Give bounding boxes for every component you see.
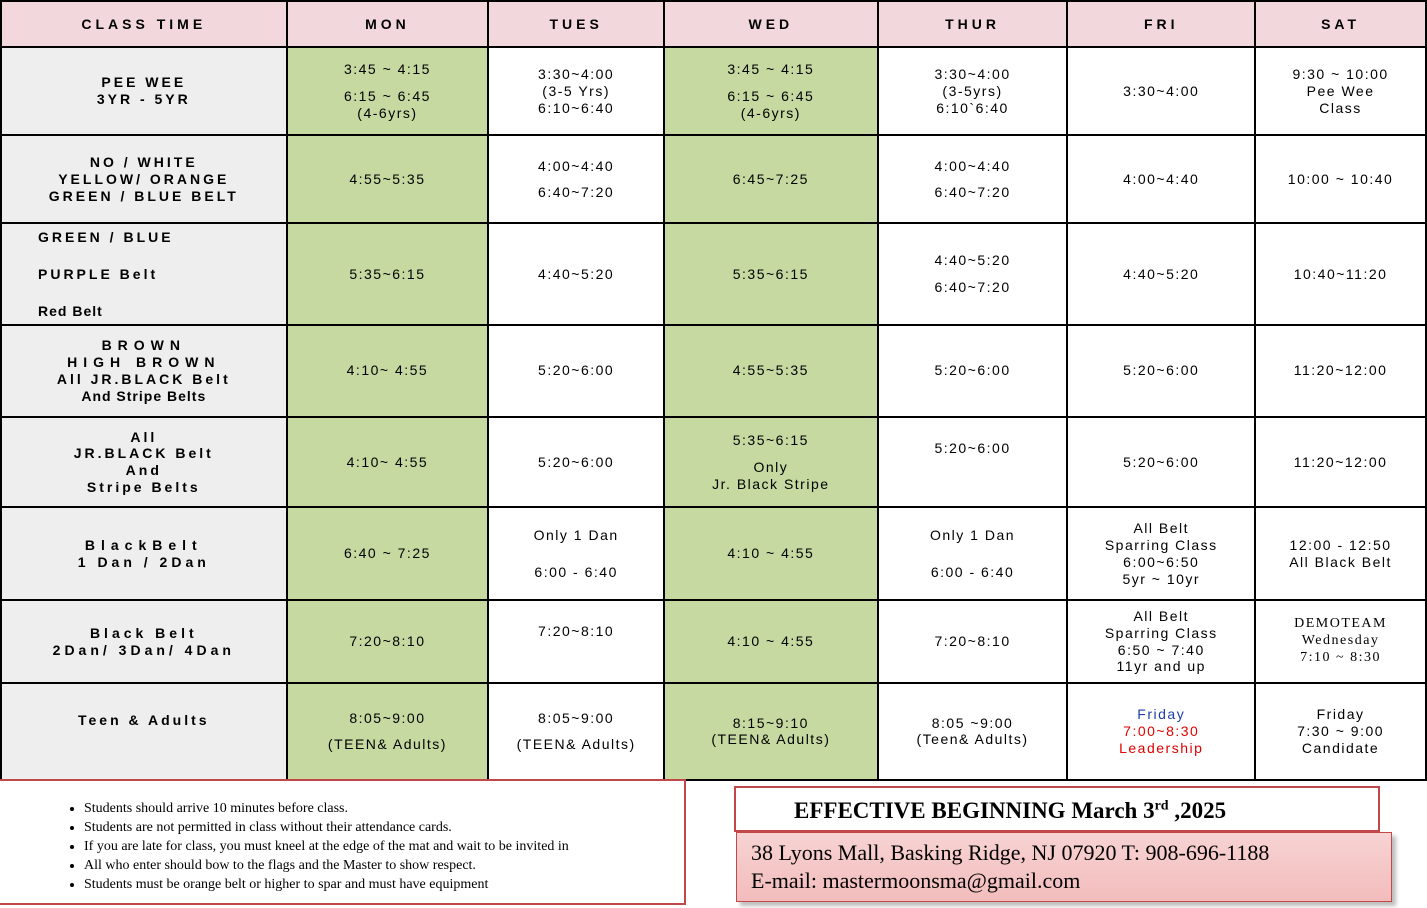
- header-class-time: CLASS TIME: [1, 1, 287, 47]
- rule-item: • Students must be orange belt or higher to spar and must have equipment: [84, 875, 684, 894]
- effective-year: ,2025: [1168, 798, 1227, 823]
- rules-list: [0, 799, 684, 894]
- cell-sat: DEMOTEAM Wednesday 7:10 ~ 8:30: [1255, 600, 1426, 682]
- row-label: PEE WEE 3YR - 5YR: [1, 47, 287, 135]
- row-label: BlackBelt 1 Dan / 2Dan: [1, 507, 287, 600]
- cell-wed: 4:10 ~ 4:55: [664, 600, 878, 682]
- cell-mon: 8:05~9:00 (TEEN& Adults): [287, 683, 489, 780]
- cell-fri: All Belt Sparring Class 6:50 ~ 7:40 11yr and up: [1067, 600, 1255, 682]
- cell-thur: 5:20~6:00: [878, 417, 1068, 507]
- cell-thur: 3:30~4:00 (3-5yrs) 6:10`6:40: [878, 47, 1068, 135]
- row-label: Teen & Adults: [1, 683, 287, 780]
- row-black-belt-2-4: [1, 600, 1426, 682]
- effective-prefix: EFFECTIVE BEGINNING March 3: [794, 798, 1155, 823]
- cell-wed: 8:15~9:10 (TEEN& Adults): [664, 683, 878, 780]
- cell-thur: 8:05 ~9:00 (Teen& Adults): [878, 683, 1068, 780]
- header-thur: THUR: [878, 1, 1068, 47]
- cell-mon: 4:55~5:35: [287, 135, 489, 223]
- cell-tues: 5:20~6:00: [488, 417, 664, 507]
- cell-tues: 4:40~5:20: [488, 223, 664, 324]
- cell-tues: 8:05~9:00 (TEEN& Adults): [488, 683, 664, 780]
- row-pee-wee: [1, 47, 1426, 135]
- effective-suffix-ordinal: rd: [1154, 798, 1169, 814]
- row-label: BROWN HIGH BROWN All JR.BLACK Belt And Stripe Belts: [1, 325, 287, 417]
- row-teen-adults: [1, 683, 1426, 780]
- cell-fri: Friday 7:00~8:30 Leadership: [1067, 683, 1255, 780]
- header-tues: TUES: [488, 1, 664, 47]
- cell-mon: 3:45 ~ 4:15 6:15 ~ 6:45 (4-6yrs): [287, 47, 489, 135]
- effective-date-banner: [734, 786, 1380, 832]
- cell-sat: Friday 7:30 ~ 9:00 Candidate: [1255, 683, 1426, 780]
- cell-thur: 7:20~8:10: [878, 600, 1068, 682]
- row-label: GREEN / BLUE PURPLE Belt Red Belt: [1, 223, 287, 324]
- cell-sat: 12:00 - 12:50 All Black Belt: [1255, 507, 1426, 600]
- cell-thur: 4:40~5:20 6:40~7:20: [878, 223, 1068, 324]
- header-mon: MON: [287, 1, 489, 47]
- cell-wed: 5:35~6:15 Only Jr. Black Stripe: [664, 417, 878, 507]
- row-no-white: [1, 135, 1426, 223]
- cell-thur: 4:00~4:40 6:40~7:20: [878, 135, 1068, 223]
- header-fri: FRI: [1067, 1, 1255, 47]
- cell-thur: 5:20~6:00: [878, 325, 1068, 417]
- cell-tues: Only 1 Dan 6:00 - 6:40: [488, 507, 664, 600]
- rules-notes-box: [0, 779, 686, 905]
- cell-thur: Only 1 Dan 6:00 - 6:40: [878, 507, 1068, 600]
- contact-box: [736, 832, 1392, 902]
- cell-fri: 3:30~4:00: [1067, 47, 1255, 135]
- cell-fri: 5:20~6:00: [1067, 325, 1255, 417]
- cell-wed: 5:35~6:15: [664, 223, 878, 324]
- rule-item: • Students should arrive 10 minutes before class.: [84, 799, 684, 818]
- cell-mon: 4:10~ 4:55: [287, 325, 489, 417]
- cell-wed: 6:45~7:25: [664, 135, 878, 223]
- cell-fri: 4:40~5:20: [1067, 223, 1255, 324]
- rule-item: • All who enter should bow to the flags and the Master to show respect.: [84, 856, 684, 875]
- cell-mon: 4:10~ 4:55: [287, 417, 489, 507]
- header-wed: WED: [664, 1, 878, 47]
- cell-mon: 7:20~8:10: [287, 600, 489, 682]
- cell-mon: 5:35~6:15: [287, 223, 489, 324]
- cell-wed: 4:10 ~ 4:55: [664, 507, 878, 600]
- email-text: E-mail: mastermoonsma@gmail.com: [751, 868, 1081, 893]
- row-brown: [1, 325, 1426, 417]
- row-label: NO / WHITE YELLOW/ ORANGE GREEN / BLUE BELT: [1, 135, 287, 223]
- cell-tues: 4:00~4:40 6:40~7:20: [488, 135, 664, 223]
- row-jr-black: [1, 417, 1426, 507]
- cell-fri: 4:00~4:40: [1067, 135, 1255, 223]
- cell-wed: 3:45 ~ 4:15 6:15 ~ 6:45 (4-6yrs): [664, 47, 878, 135]
- cell-fri: 5:20~6:00: [1067, 417, 1255, 507]
- cell-sat: 9:30 ~ 10:00 Pee Wee Class: [1255, 47, 1426, 135]
- row-black-belt-1-2: [1, 507, 1426, 600]
- rule-item: • If you are late for class, you must kneel at the edge of the mat and wait to be invited in: [84, 837, 684, 856]
- rule-item: • Students are not permitted in class without their attendance cards.: [84, 818, 684, 837]
- cell-sat: 10:40~11:20: [1255, 223, 1426, 324]
- header-row: [1, 1, 1426, 47]
- row-green-blue: [1, 223, 1426, 324]
- cell-mon: 6:40 ~ 7:25: [287, 507, 489, 600]
- cell-tues: 7:20~8:10: [488, 600, 664, 682]
- cell-wed: 4:55~5:35: [664, 325, 878, 417]
- header-sat: SAT: [1255, 1, 1426, 47]
- row-label: Black Belt 2Dan/ 3Dan/ 4Dan: [1, 600, 287, 682]
- cell-fri: All Belt Sparring Class 6:00~6:50 5yr ~ 10yr: [1067, 507, 1255, 600]
- row-label: All JR.BLACK Belt And Stripe Belts: [1, 417, 287, 507]
- cell-sat: 10:00 ~ 10:40: [1255, 135, 1426, 223]
- cell-tues: 5:20~6:00: [488, 325, 664, 417]
- cell-tues: 3:30~4:00 (3-5 Yrs) 6:10~6:40: [488, 47, 664, 135]
- cell-sat: 11:20~12:00: [1255, 325, 1426, 417]
- cell-sat: 11:20~12:00: [1255, 417, 1426, 507]
- address-text: 38 Lyons Mall, Basking Ridge, NJ 07920 T: 908-696-1188: [751, 840, 1270, 865]
